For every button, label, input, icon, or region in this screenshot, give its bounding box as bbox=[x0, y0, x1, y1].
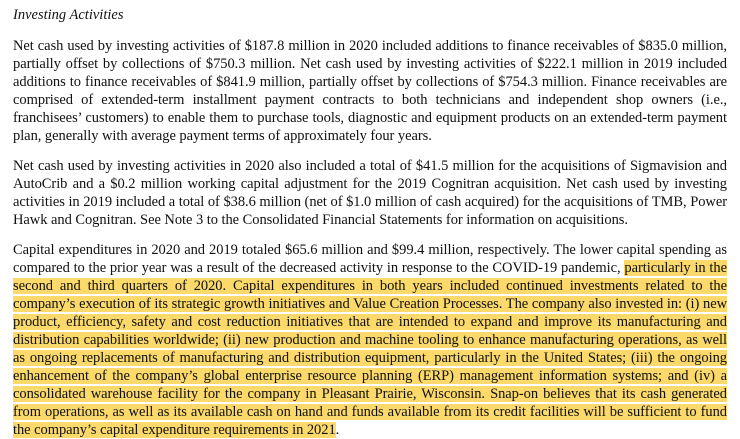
paragraph-finance-receivables: Net cash used by investing activities of $187.8 million in 2020 included additions to finance receivables of $835.0 million, partially offset by collections of $750.3 million. Net cash used by investing activities of $222.1 million in 2019 included additions to finance receivables of $841.9 million, partially offset by collections of $754.3 million. Finance receivables are comprised of extended-term installment payment contracts to both technicians and independent shop owners (i.e., franchisees’ customers) to enable them to purchase tools, diagnostic and equipment products on an extended-term payment plan, generally with average payment terms of approximately four years. bbox=[13, 38, 727, 144]
paragraph-capital-expenditures bbox=[13, 241, 727, 439]
paragraph-plain-text: Capital expenditures in 2020 and 2019 totaled $65.6 million and $99.4 million, respectively. The lower capital spending as compared to the prior year was a result of the decreased activity in response to the COVID-19 pandemic, bbox=[13, 242, 727, 276]
section-heading: Investing Activities bbox=[13, 7, 124, 23]
paragraph-end-period: . bbox=[335, 422, 340, 438]
highlighted-text: particularly in the second and third quarters of 2020. Capital expenditures in both years included continued investments related to the company’s execution of its strategic growth initiatives and Value Creation Processes. The company also invested in: (i) new product, efficiency, safety and cost reduction initiatives that are intended to expand and improve its manufacturing and distribution capabilities worldwide; (ii) new production and machine tooling to enhance manufacturing operations, as well as ongoing replacements of manufacturing and distribution equipment, particularly in the United States; (iii) the ongoing enhancement of the company’s global enterprise resource planning (ERP) management information systems; and (iv) a consolidated warehouse facility for the company in Pleasant Prairie, Wisconsin. Snap-on believes that its cash generated from operations, as well as its available cash on hand and funds available from its credit facilities will be sufficient to fund the company’s capital expenditure requirements in 2021 bbox=[13, 260, 727, 438]
paragraph-acquisitions: Net cash used by investing activities in 2020 also included a total of $41.5 million for the acquisitions of Sigmavision and AutoCrib and a $0.2 million working capital adjustment for the 2019 Cognitran acquisition. Net cash used by investing activities in 2019 included a total of $38.6 million (net of $1.0 million of cash acquired) for the acquisitions of TMB, Power Hawk and Cognitran. See Note 3 to the Consolidated Financial Statements for information on acquisitions. bbox=[13, 158, 727, 228]
